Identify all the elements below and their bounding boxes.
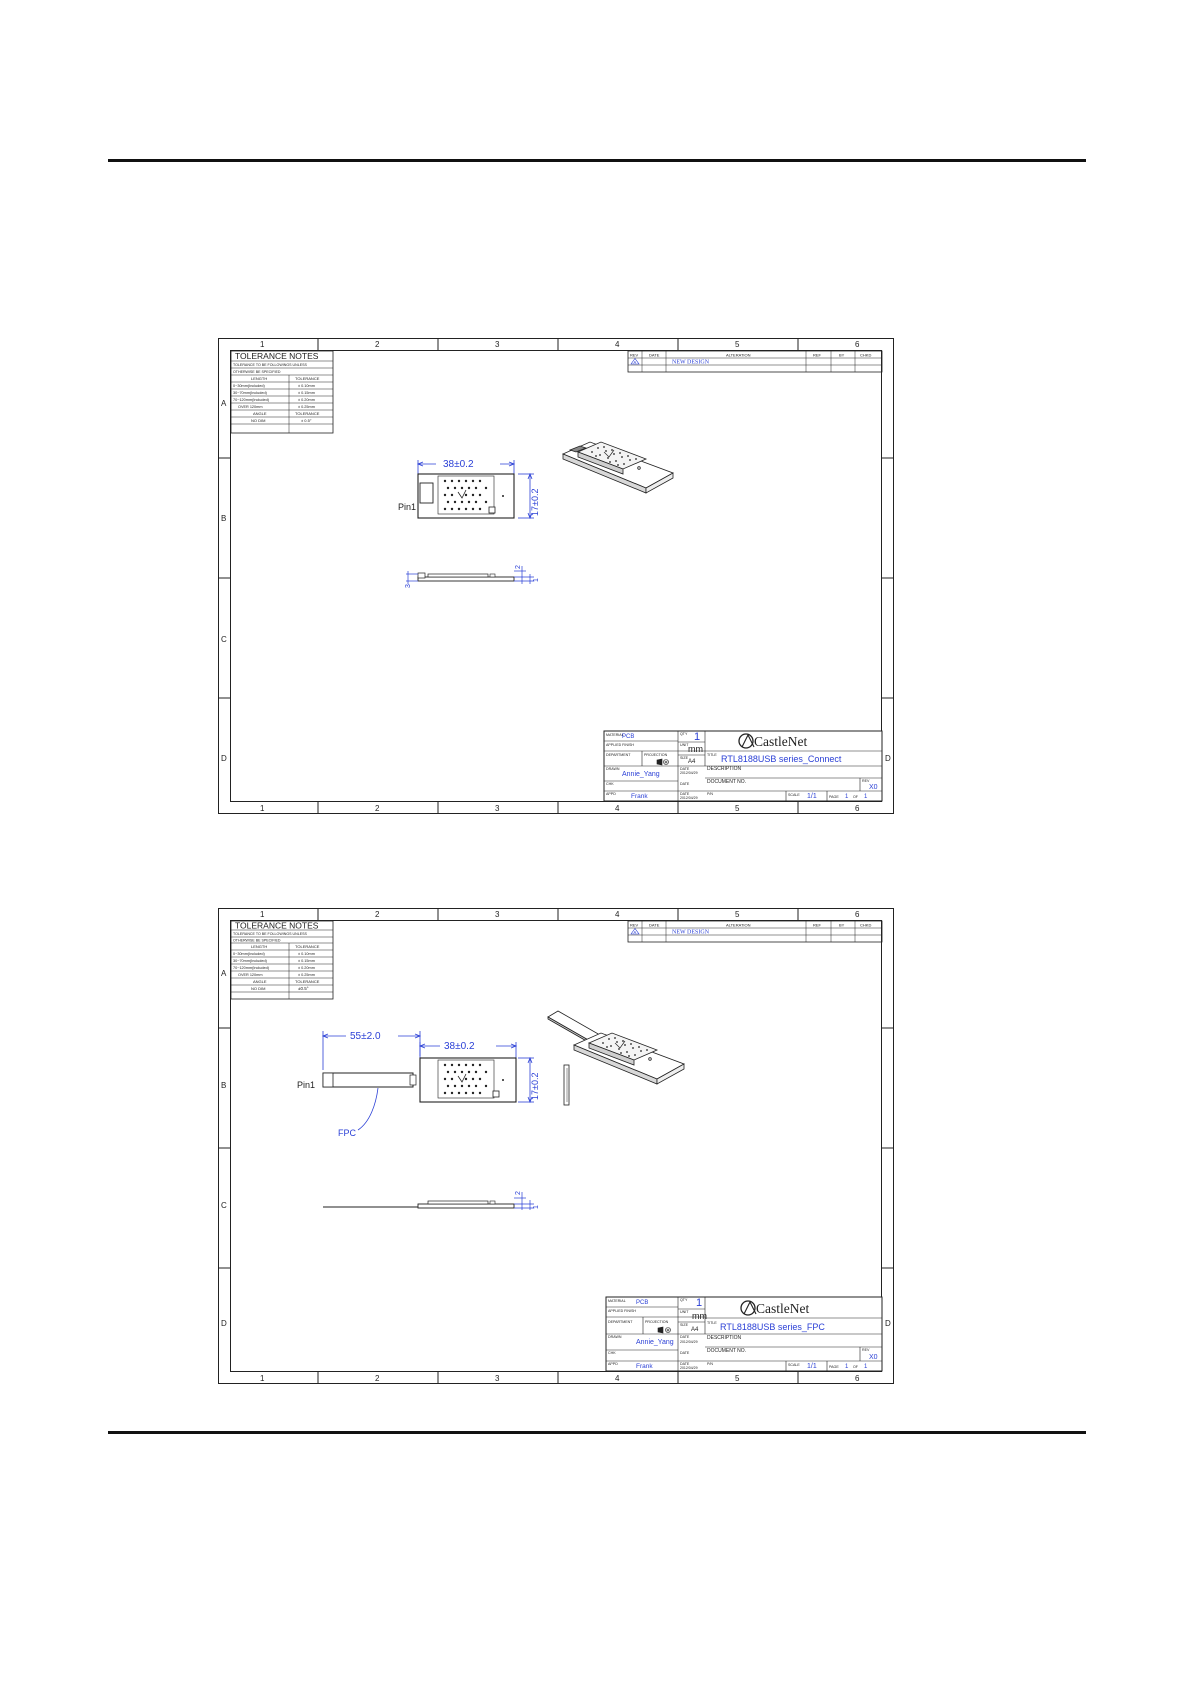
tolerance-line1: TOLERANCE TO BE FOLLOWINGS UNLESS [233,932,307,936]
dim-height: 17±0.2 [530,488,540,516]
zone-row-a: A [221,969,227,978]
footer-rule [108,1431,1086,1434]
rev-header-date: DATE [649,922,660,928]
pin1-label: Pin1 [297,1080,316,1090]
drawing-fpc [218,908,894,1384]
zone-row-d-right: D [885,754,891,763]
tb-material: PCB [636,1300,649,1306]
tb-qty: 1 [696,1297,703,1309]
zone-col-1-bottom: 1 [260,804,265,813]
tb-desc-label: DESCRIPTION [707,1335,742,1341]
side-dim-a: 3 [405,584,412,588]
zone-row-d-right: D [885,1319,891,1328]
tb-scale-label: SCALE [788,1363,800,1367]
tb-docno-label: DOCUMENT NO. [707,1348,747,1354]
tolerance-value: ± 0.25mm [298,973,315,977]
rev-header-ref: REF [813,922,821,928]
tolerance-angle-col: TOLERANCE [295,411,320,416]
tolerance-angle: ANGLE [253,411,267,416]
tolerance-range: 30~70mm(Included) [233,959,267,963]
tb-size-label: SIZE [680,1323,688,1327]
zone-row-d: D [221,754,227,763]
title-block [606,1297,882,1371]
tolerance-range: 30~70mm(Included) [233,391,267,395]
rev-value: A [633,929,637,935]
tb-pn-label: P/N [707,792,713,796]
tb-title-label: TITLE [707,1321,717,1325]
zone-row-b: B [221,1081,227,1090]
tolerance-title: TOLERANCE NOTES [235,920,319,931]
tb-drawn-label: DRAWN [606,767,620,771]
tb-pn-label: P/N [707,1362,713,1366]
header-rule [108,159,1086,162]
zone-col-2-bottom: 2 [375,1374,380,1383]
side-dim-c: 1 [533,1205,540,1209]
tb-of-label: OF [853,1365,858,1369]
tb-drawn: Annie_Yang [636,1339,674,1346]
side-dim-c: 1 [533,578,540,582]
tolerance-title: TOLERANCE NOTES [235,351,319,361]
rev-header-rev: REV [630,922,639,928]
tb-company: CastleNet [754,734,808,749]
zone-col-6-bottom: 6 [855,1374,860,1383]
zone-col-1: 1 [260,910,265,919]
tb-chk-date-label: DATE [680,782,690,786]
zone-col-4: 4 [615,340,620,349]
tolerance-value: ± 0.15mm [298,391,315,395]
tb-material-label: MATERIAL [606,733,624,737]
zone-row-d: D [221,1319,227,1328]
tb-appd-date: 2012/04/29 [680,1366,698,1370]
zone-col-5: 5 [735,340,740,349]
zone-col-1-bottom: 1 [260,1374,265,1383]
tb-page-label: PAGE [829,1365,839,1369]
zone-col-3-bottom: 3 [495,1374,500,1383]
dim-width: 38±0.2 [443,459,474,470]
rev-header-by: BY [839,922,845,928]
rev-header-alteration: ALTERATION [726,352,751,358]
tb-appd-date-label: DATE [680,1362,690,1366]
zone-col-6: 6 [855,910,860,919]
tb-size: A4 [691,1327,699,1333]
tb-finish-label: APPLIED FINISH [608,1309,636,1313]
tb-unit: mm [688,744,703,754]
tolerance-col-tol: TOLERANCE [295,944,320,949]
zone-col-2-bottom: 2 [375,804,380,813]
tb-unit-label: UNIT [680,1310,689,1314]
tb-dept-label: DEPARTMENT [608,1320,633,1324]
tolerance-col-length: LENGTH [251,376,268,381]
tb-size-label: SIZE [680,756,688,760]
tb-unit-label: UNIT [680,743,689,747]
tb-page: 1 [845,1364,849,1370]
tb-desc-label: DESCRIPTION [707,766,742,772]
tb-qty-label: QTY [680,1298,688,1302]
tb-size: A4 [688,759,696,765]
rev-header-alteration: ALTERATION [726,922,751,928]
tolerance-value: ± 0.20mm [298,966,315,970]
tb-company: CastleNet [756,1301,810,1316]
tolerance-range: OVER 120mm [238,405,263,409]
tb-rev-label: REV [862,779,870,783]
tolerance-angle-col: TOLERANCE [295,979,320,984]
tolerance-range: 0~30mm(Included) [233,384,265,388]
dim-width: 38±0.2 [444,1041,475,1052]
tolerance-line2: OTHERWISE BE SPECIFIED [233,938,281,943]
tolerance-nodim: NO DIM [251,986,266,991]
tb-drawn-date: 2012/04/29 [680,1340,698,1344]
tb-of: 1 [864,794,868,800]
tolerance-value: ± 0.25mm [298,405,315,409]
rev-header-chkd: CHKD [860,352,872,358]
tb-title: RTL8188USB series_FPC [720,1322,825,1332]
tolerance-range: OVER 120mm [238,973,263,977]
side-dim-b: 2 [515,565,522,569]
tb-appd: Frank [636,1363,653,1370]
pin1-label: Pin1 [398,502,417,512]
fpc-label: FPC [338,1128,356,1138]
tolerance-col-tol: TOLERANCE [295,376,320,381]
tolerance-angle: ANGLE [253,979,267,984]
tolerance-nodim: NO DIM [251,418,266,423]
dim-height: 17±0.2 [530,1072,540,1100]
title-block [604,731,882,801]
drawing-connect-svg [218,338,894,814]
tb-of-label: OF [853,795,858,799]
dim-fpc-length: 55±2.0 [350,1031,381,1042]
tolerance-range: 0~30mm(Included) [233,952,265,956]
zone-col-3: 3 [495,340,500,349]
tb-appd: Frank [631,793,648,800]
tolerance-value: ± 0.10mm [298,952,315,956]
zone-col-6: 6 [855,340,860,349]
zone-row-b: B [221,514,227,523]
zone-col-2: 2 [375,340,380,349]
tolerance-nodim-value: ±0.5° [298,986,309,991]
zone-col-4: 4 [615,910,620,919]
tolerance-range: 70~120mm(Included) [233,398,269,402]
zone-row-c: C [221,1201,227,1210]
tb-of: 1 [864,1364,868,1370]
tolerance-col-length: LENGTH [251,944,268,949]
zone-col-5-bottom: 5 [735,804,740,813]
tb-qty-label: QTY [680,732,688,736]
rev-header-chkd: CHKD [860,922,872,928]
tb-title: RTL8188USB series_Connect [721,754,842,764]
tb-finish-label: APPLIED FINISH [606,743,634,747]
rev-value: A [633,359,637,365]
tb-appd-label: APPD [606,792,616,796]
tb-date-label: DATE [680,767,690,771]
tb-scale: 1/1 [807,793,817,800]
tb-date-label: DATE [680,1335,690,1339]
tb-drawn: Annie_Yang [622,771,660,778]
tb-rev-label: REV [862,1348,870,1352]
tb-unit: mm [692,1311,707,1321]
tb-page: 1 [845,794,849,800]
zone-col-4-bottom: 4 [615,1374,620,1383]
tb-chk-label: CHK [606,782,614,786]
tb-docno-label: DOCUMENT NO. [707,779,747,785]
zone-col-3: 3 [495,910,500,919]
zone-col-1: 1 [260,340,265,349]
drawing-connect [218,338,894,814]
tb-rev: X0 [869,784,878,791]
zone-col-5: 5 [735,910,740,919]
rev-header-ref: REF [813,352,821,358]
drawing-fpc-svg [218,908,894,1384]
tb-appd-date-label: DATE [680,792,690,796]
tb-chk-label: CHK [608,1351,616,1355]
tb-appd-label: APPD [608,1362,618,1366]
tb-rev: X0 [869,1354,878,1361]
tb-scale-label: SCALE [788,793,800,797]
tolerance-line1: TOLERANCE TO BE FOLLOWINGS UNLESS [233,363,307,367]
tolerance-nodim-value: ± 0.5° [301,418,312,423]
rev-header-by: BY [839,352,845,358]
rev-alteration: NEW DESIGN [672,359,710,366]
tb-appd-date: 2012/04/29 [680,796,698,800]
tb-page-label: PAGE [829,795,839,799]
tb-title-label: TITLE [707,753,717,757]
tb-drawn-label: DRAWN [608,1335,622,1339]
tolerance-line2: OTHERWISE BE SPECIFIED [233,370,281,374]
zone-col-3-bottom: 3 [495,804,500,813]
tb-material: PCB [622,734,635,740]
tb-material-label: MATERIAL [608,1299,626,1303]
rev-header-date: DATE [649,352,660,358]
tb-proj-label: PROJECTION [645,1320,669,1324]
zone-col-4-bottom: 4 [615,804,620,813]
tolerance-value: ± 0.15mm [298,959,315,963]
zone-col-2: 2 [375,910,380,919]
tolerance-value: ± 0.10mm [298,384,315,388]
tolerance-range: 70~120mm(Included) [233,966,269,970]
zone-row-c: C [221,635,227,644]
tb-drawn-date: 2012/04/29 [680,771,698,775]
rev-alteration: NEW DESIGN [672,929,710,936]
zone-row-a: A [221,399,227,408]
tb-scale: 1/1 [807,1363,817,1370]
tb-chk-date-label: DATE [680,1351,690,1355]
tb-dept-label: DEPARTMENT [606,753,631,757]
tb-qty: 1 [694,731,701,743]
tolerance-value: ± 0.20mm [298,398,315,402]
tb-proj-label: PROJECTION [644,753,668,757]
zone-col-5-bottom: 5 [735,1374,740,1383]
side-dim-b: 2 [515,1191,522,1195]
rev-header-rev: REV [630,352,639,358]
zone-col-6-bottom: 6 [855,804,860,813]
